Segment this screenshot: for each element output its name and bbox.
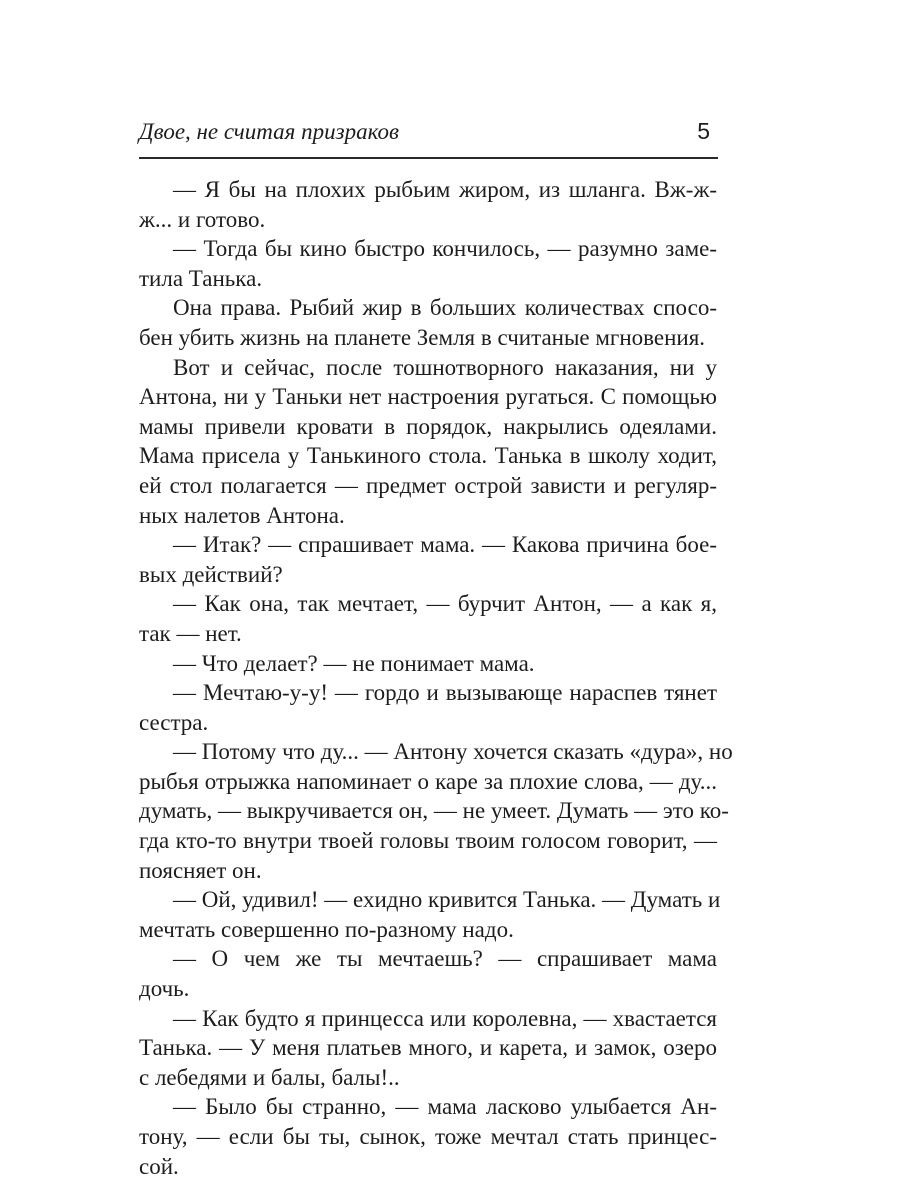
text-line: — Было бы странно, — мама ласково улыбается Ан- (173, 1094, 717, 1120)
text-line: мамы привели кровати в порядок, накрылись одеялами. (139, 413, 717, 439)
body-text (139, 175, 733, 1181)
text-line: Танька. — У меня платьев много, и карета, и замок, озеро (139, 1035, 717, 1061)
text-line: с лебедями и балы, балы!.. (139, 1064, 400, 1090)
header-rule (139, 157, 718, 159)
text-line: сой. (139, 1153, 179, 1179)
text-line: сестра. (139, 709, 209, 735)
text-line: — Ой, удивил! — ехидно кривится Танька. — Думать и (173, 887, 721, 913)
text-line: гда кто-то внутри твоей головы твоим голосом говорит, — (139, 828, 717, 854)
text-line: тону, — если бы ты, сынок, тоже мечтал стать принцес- (139, 1124, 717, 1149)
text-line: вых действий? (139, 561, 283, 587)
text-line: дочь. (139, 976, 190, 1002)
text-line: поясняет он. (139, 857, 262, 883)
text-line: — Я бы на плохих рыбьим жиром, из шланга. Вж-ж- (173, 177, 717, 202)
running-title: Двое, не считая призраков (139, 119, 399, 144)
text-line: — Мечтаю-у-у! — гордо и вызывающе нараспев тянет (173, 680, 717, 706)
text-line: тила Танька. (139, 265, 263, 291)
text-line: мечтать совершенно по-разному надо. (139, 916, 514, 942)
text-line: ей стол полагается — предмет острой зависти и регуляр- (139, 472, 717, 498)
text-line: Она права. Рыбий жир в больших количествах спосо- (173, 295, 717, 321)
text-line: Вот и сейчас, после тошнотворного наказания, ни у (173, 354, 717, 380)
text-line: бен убить жизнь на планете Земля в считаные мгновения. (139, 324, 706, 350)
text-line: Мама присела у Танькиного стола. Танька в школу ходит, (139, 443, 717, 469)
text-line: — Потому что ду... — Антону хочется сказать «дура», но (173, 739, 733, 765)
text-line: ных налетов Антона. (139, 502, 345, 528)
running-header (139, 112, 718, 156)
page-number: 5 (697, 118, 710, 144)
text-line: — Как будто я принцесса или королевна, — хвастается (173, 1005, 717, 1031)
text-line: — Итак? — спрашивает мама. — Какова причина бое- (173, 532, 717, 558)
text-line: Антона, ни у Таньки нет настроения ругаться. С помощью (139, 384, 717, 410)
text-line: — Как она, так мечтает, — бурчит Антон, — а как я, (173, 591, 717, 617)
text-line: ж... и готово. (139, 206, 266, 232)
text-line: — Что делает? — не понимает мама. (173, 650, 535, 676)
text-line: думать, — выкручивается он, — не умеет. Думать — это ко- (139, 798, 729, 824)
text-line: — О чем же ты мечтаешь? — спрашивает мама (173, 946, 717, 972)
text-line: — Тогда бы кино быстро кончилось, — разумно заме- (173, 236, 717, 262)
text-line: так — нет. (139, 620, 242, 646)
text-line: рыбья отрыжка напоминает о каре за плохие слова, — ду... (139, 768, 717, 794)
